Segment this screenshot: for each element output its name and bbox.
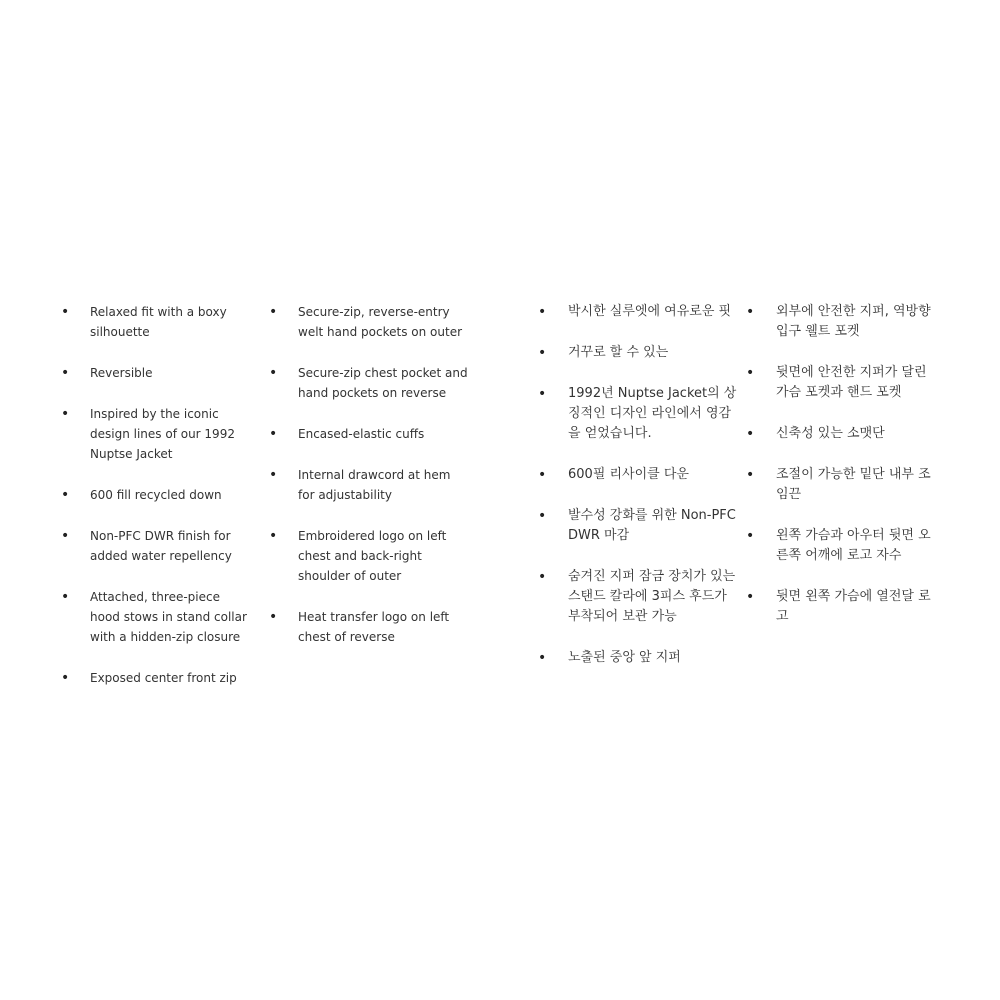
list-item bbox=[746, 465, 936, 505]
bullet-icon: • bbox=[61, 528, 70, 544]
bullet-icon: • bbox=[746, 365, 755, 381]
list-item bbox=[269, 526, 468, 586]
list-item-text: 600필 리사이클 다운 bbox=[568, 467, 689, 482]
bullet-icon: • bbox=[538, 650, 547, 666]
bullet-icon: • bbox=[269, 304, 278, 320]
list-item-text: Heat transfer logo on left chest of reverse bbox=[298, 610, 450, 644]
bullet-icon: • bbox=[61, 365, 70, 381]
bullet-icon: • bbox=[746, 467, 755, 483]
list-item-text: Secure-zip, reverse-entry welt hand pockets on outer bbox=[298, 305, 463, 339]
list-item bbox=[538, 648, 738, 668]
bullet-icon: • bbox=[538, 467, 547, 483]
list-item-text: Inspired by the iconic design lines of our 1992 Nuptse Jacket bbox=[90, 407, 235, 461]
list-item-text: 노출된 중앙 앞 지퍼 bbox=[568, 650, 681, 665]
feature-list bbox=[746, 302, 946, 627]
bullet-icon: • bbox=[61, 304, 70, 320]
list-item-text: Relaxed fit with a boxy silhouette bbox=[90, 305, 227, 339]
list-item-text: 박시한 실루엣에 여유로운 핏 bbox=[568, 304, 732, 319]
list-item bbox=[746, 424, 936, 444]
feature-list bbox=[269, 302, 469, 647]
bullet-icon: • bbox=[746, 528, 755, 544]
bullet-icon: • bbox=[538, 569, 547, 585]
list-item bbox=[61, 526, 250, 566]
bullet-icon: • bbox=[269, 609, 278, 625]
feature-list bbox=[538, 302, 738, 668]
bullet-icon: • bbox=[269, 365, 278, 381]
list-item-text: Internal drawcord at hem for adjustability bbox=[298, 468, 451, 502]
list-item-text: 외부에 안전한 지퍼, 역방향 입구 웰트 포켓 bbox=[776, 304, 931, 339]
bullet-icon: • bbox=[538, 386, 547, 402]
bullet-icon: • bbox=[538, 508, 547, 524]
list-item bbox=[538, 384, 738, 444]
list-item bbox=[746, 302, 936, 342]
bullet-icon: • bbox=[746, 304, 755, 320]
bullet-icon: • bbox=[538, 345, 547, 361]
list-item bbox=[61, 668, 250, 688]
list-item-text: 600 fill recycled down bbox=[90, 488, 222, 502]
list-item-text: Encased-elastic cuffs bbox=[298, 427, 425, 441]
list-item bbox=[269, 607, 468, 647]
list-item bbox=[61, 404, 250, 464]
list-item-text: Attached, three-piece hood stows in stand collar with a hidden-zip closure bbox=[90, 590, 247, 644]
list-item-text: Reversible bbox=[90, 366, 153, 380]
list-item bbox=[538, 343, 738, 363]
list-item bbox=[61, 485, 250, 505]
list-item-text: Embroidered logo on left chest and back-right shoulder of outer bbox=[298, 529, 447, 583]
bullet-icon: • bbox=[269, 528, 278, 544]
list-item-text: Exposed center front zip bbox=[90, 671, 237, 685]
list-item bbox=[746, 363, 936, 403]
bullet-icon: • bbox=[746, 426, 755, 442]
list-item bbox=[269, 465, 468, 505]
features-en-right-column bbox=[269, 302, 469, 668]
list-item-text: 거꾸로 할 수 있는 bbox=[568, 345, 669, 360]
list-item-text: 뒷면에 안전한 지퍼가 달린 가슴 포켓과 핸드 포켓 bbox=[776, 365, 927, 400]
list-item bbox=[538, 302, 738, 322]
list-item bbox=[746, 587, 936, 627]
list-item bbox=[538, 465, 738, 485]
bullet-icon: • bbox=[61, 406, 70, 422]
list-item-text: 신축성 있는 소맷단 bbox=[776, 426, 885, 441]
bullet-icon: • bbox=[61, 487, 70, 503]
bullet-icon: • bbox=[269, 467, 278, 483]
list-item-text: 조절이 가능한 밑단 내부 조임끈 bbox=[776, 467, 931, 502]
list-item-text: Non-PFC DWR finish for added water repellency bbox=[90, 529, 232, 563]
bullet-icon: • bbox=[538, 304, 547, 320]
list-item bbox=[538, 567, 738, 627]
list-item bbox=[269, 302, 468, 342]
list-item-text: Secure-zip chest pocket and hand pockets on reverse bbox=[298, 366, 468, 400]
list-item bbox=[61, 302, 250, 342]
feature-list bbox=[61, 302, 256, 688]
list-item-text: 뒷면 왼쪽 가슴에 열전달 로고 bbox=[776, 589, 931, 624]
bullet-icon: • bbox=[61, 670, 70, 686]
list-item bbox=[538, 506, 738, 546]
list-item bbox=[269, 363, 468, 403]
list-item-text: 왼쪽 가슴과 아우터 뒷면 오른쪽 어깨에 로고 자수 bbox=[776, 528, 931, 563]
bullet-icon: • bbox=[269, 426, 278, 442]
features-ko-right-column bbox=[746, 302, 946, 648]
list-item bbox=[61, 363, 250, 383]
bullet-icon: • bbox=[61, 589, 70, 605]
list-item-text: 발수성 강화를 위한 Non-PFC DWR 마감 bbox=[568, 508, 736, 543]
features-en-left-column bbox=[61, 302, 256, 709]
list-item bbox=[269, 424, 468, 444]
bullet-icon: • bbox=[746, 589, 755, 605]
list-item-text: 숨겨진 지퍼 잠금 장치가 있는 스탠드 칼라에 3피스 후드가 부착되어 보관 가능 bbox=[568, 569, 736, 624]
features-ko-left-column bbox=[538, 302, 738, 689]
list-item-text: 1992년 Nuptse Jacket의 상징적인 디자인 라인에서 영감을 얻었습니다. bbox=[568, 386, 737, 441]
list-item bbox=[61, 587, 250, 647]
list-item bbox=[746, 526, 936, 566]
